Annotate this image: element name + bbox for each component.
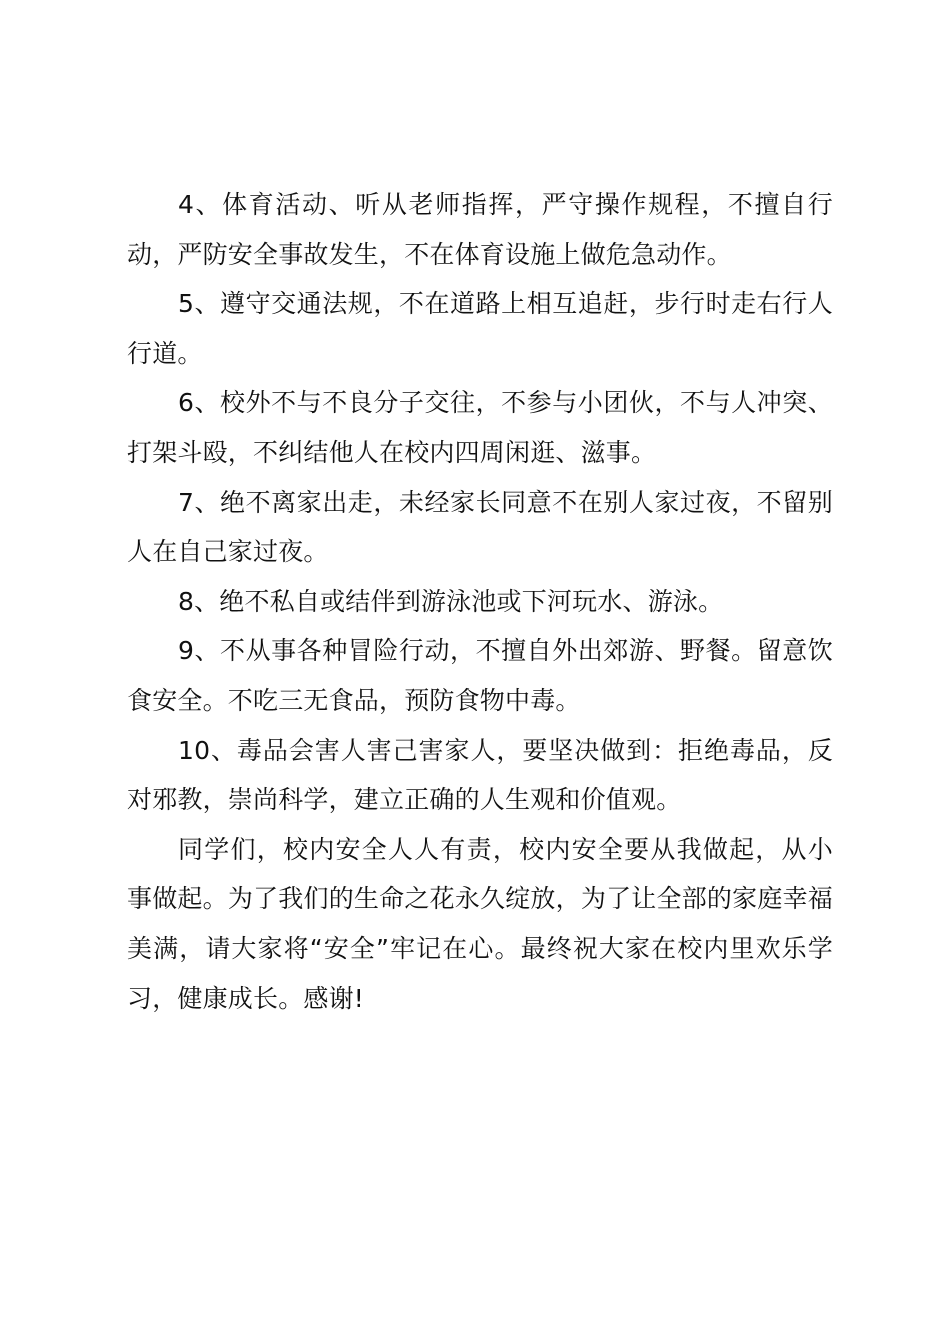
- document-body: [127, 180, 833, 1023]
- paragraph-item-4: 4、体育活动、听从老师指挥，严守操作规程，不擅自行动，严防安全事故发生，不在体育设施上做危急动作。: [127, 190, 833, 269]
- paragraph-item-8: 8、绝不私自或结伴到游泳池或下河玩水、游泳。: [178, 586, 724, 616]
- paragraph-item-10: 10、毒品会害人害己害家人，要坚决做到：拒绝毒品，反对邪教，崇尚科学，建立正确的人生观和价值观。: [127, 735, 833, 815]
- paragraph-item-9: 9、不从事各种冒险行动，不擅自外出郊游、野餐。留意饮食安全。不吃三无食品，预防食物中毒。: [127, 636, 833, 715]
- paragraph-item-7: 7、绝不离家出走，未经家长同意不在别人家过夜，不留别人在自己家过夜。: [127, 487, 833, 567]
- paragraph-item-5: 5、遵守交通法规，不在道路上相互追赶，步行时走右行人行道。: [127, 289, 833, 368]
- paragraph-item-6: 6、校外不与不良分子交往，不参与小团伙，不与人冲突、打架斗殴，不纠结他人在校内四周闲逛、滋事。: [127, 388, 833, 467]
- closing-paragraph: 同学们，校内安全人人有责，校内安全要从我做起，从小事做起。为了我们的生命之花永久绽放，为了让全部的家庭幸福美满，请大家将“安全”牢记在心。最终祝大家在校内里欢乐学习，健康成长。感谢!: [127, 834, 833, 1013]
